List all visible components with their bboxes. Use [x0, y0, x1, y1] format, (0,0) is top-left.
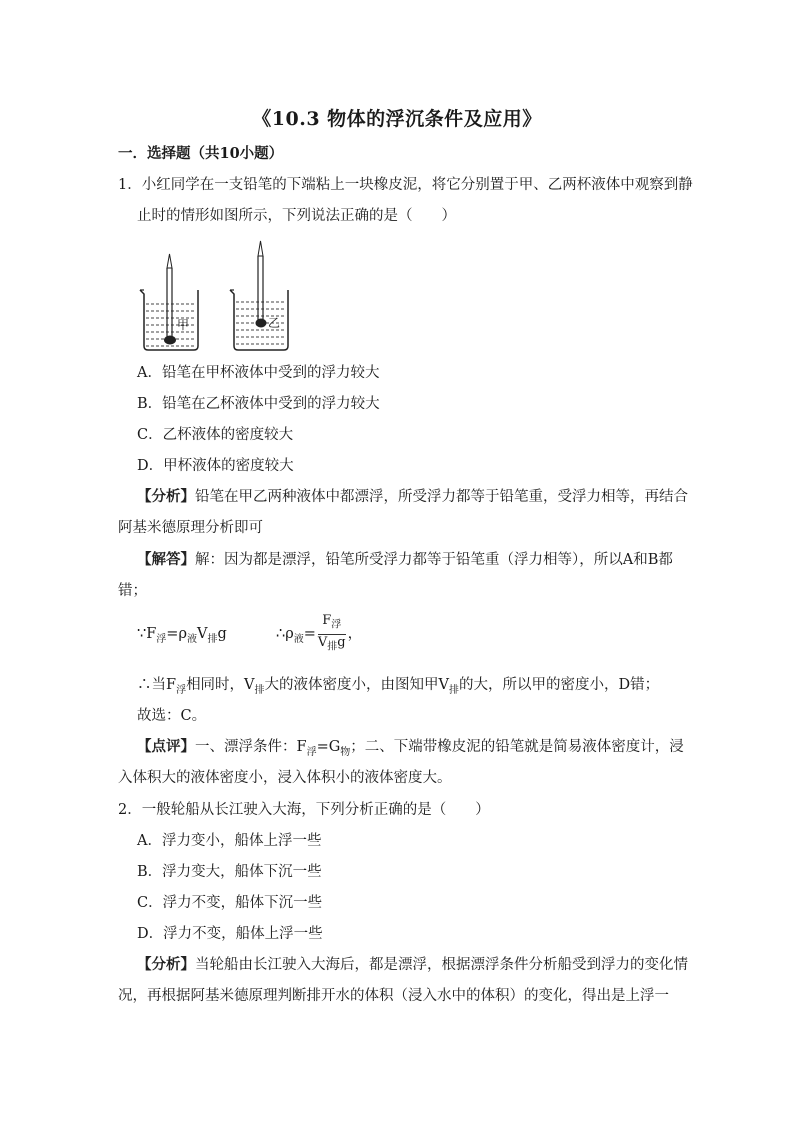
q2-analysis-line1: 【分析】当轮船由长江驶入大海后，都是漂浮，根据漂浮条件分析船受到浮力的变化情: [137, 956, 688, 973]
density-fraction: $\frac{F_浮}{V_排g}$: [317, 613, 346, 653]
q1-option-a: A．铅笔在甲杯液体中受到的浮力较大: [137, 365, 380, 381]
page-title: 《10.3 物体的浮沉条件及应用》: [252, 108, 542, 130]
q1-stem-line1: 1．小红同学在一支铅笔的下端粘上一块橡皮泥，将它分别置于甲、乙两杯液体中观察到静: [118, 177, 693, 193]
q1-therefore-line: ∴当$F_浮$相同时，$V_排$大的液体密度小，由图知甲$V_排$的大，所以甲的密度小，D错；: [137, 677, 660, 696]
q1-comment-line2: 入体积大的液体密度小，浸入体积小的液体密度大。: [118, 770, 452, 786]
q1-answer-line1: 【解答】解：因为都是漂浮，铅笔所受浮力都等于铅笔重（浮力相等），所以A和B都: [137, 551, 673, 568]
q2-option-c: C．浮力不变，船体下沉一些: [137, 895, 323, 911]
beakers-figure: [134, 238, 304, 353]
beaker-yi: [230, 241, 288, 350]
q1-option-c: C．乙杯液体的密度较大: [137, 427, 294, 443]
q1-stem-line2: 止时的情形如图所示，下列说法正确的是（ ）: [137, 208, 456, 224]
q1-number: 1．: [118, 177, 142, 193]
q1-choose: 故选：C。: [137, 708, 207, 724]
comment-tag: 【点评】: [137, 738, 195, 755]
q2-option-a: A．浮力变小，船体上浮一些: [137, 833, 322, 849]
label-jia: 甲: [177, 318, 190, 332]
q2-analysis-tag: 【分析】: [137, 956, 195, 973]
q2-stem: 2．一般轮船从长江驶入大海，下列分析正确的是（ ）: [118, 802, 490, 818]
q1-option-b: B．铅笔在乙杯液体中受到的浮力较大: [137, 396, 380, 412]
q1-answer-line2: 错；: [118, 583, 147, 599]
q2-number: 2．: [118, 802, 142, 818]
q1-analysis-line2: 阿基米德原理分析即可: [118, 520, 263, 536]
q2-analysis-line2: 况，再根据阿基米德原理判断排开水的体积（浸入水中的体积）的变化，得出是上浮一: [118, 988, 669, 1004]
q1-comment-line1: 【点评】一、漂浮条件：$F_浮=G_物$；二、下端带橡皮泥的铅笔就是简易液体密度计，浸: [137, 738, 684, 758]
answer-tag: 【解答】: [137, 551, 195, 568]
beaker-jia: [140, 254, 198, 350]
q1-formula: $\because F_浮=\rho_液V_排g$ $\therefore\rho_液=$ $\frac{F_浮}{V_排g}$ ，: [137, 613, 362, 658]
q2-option-d: D．浮力不变，船体上浮一些: [137, 926, 323, 942]
q2-option-b: B．浮力变大，船体下沉一些: [137, 864, 322, 880]
q1-option-d: D．甲杯液体的密度较大: [137, 458, 294, 474]
analysis-tag: 【分析】: [137, 488, 195, 505]
label-yi: 乙: [268, 316, 281, 330]
section-heading: 一．选择题（共10小题）: [118, 145, 284, 162]
q1-analysis-line1: 【分析】铅笔在甲乙两种液体中都漂浮，所受浮力都等于铅笔重，受浮力相等，再结合: [137, 488, 688, 505]
